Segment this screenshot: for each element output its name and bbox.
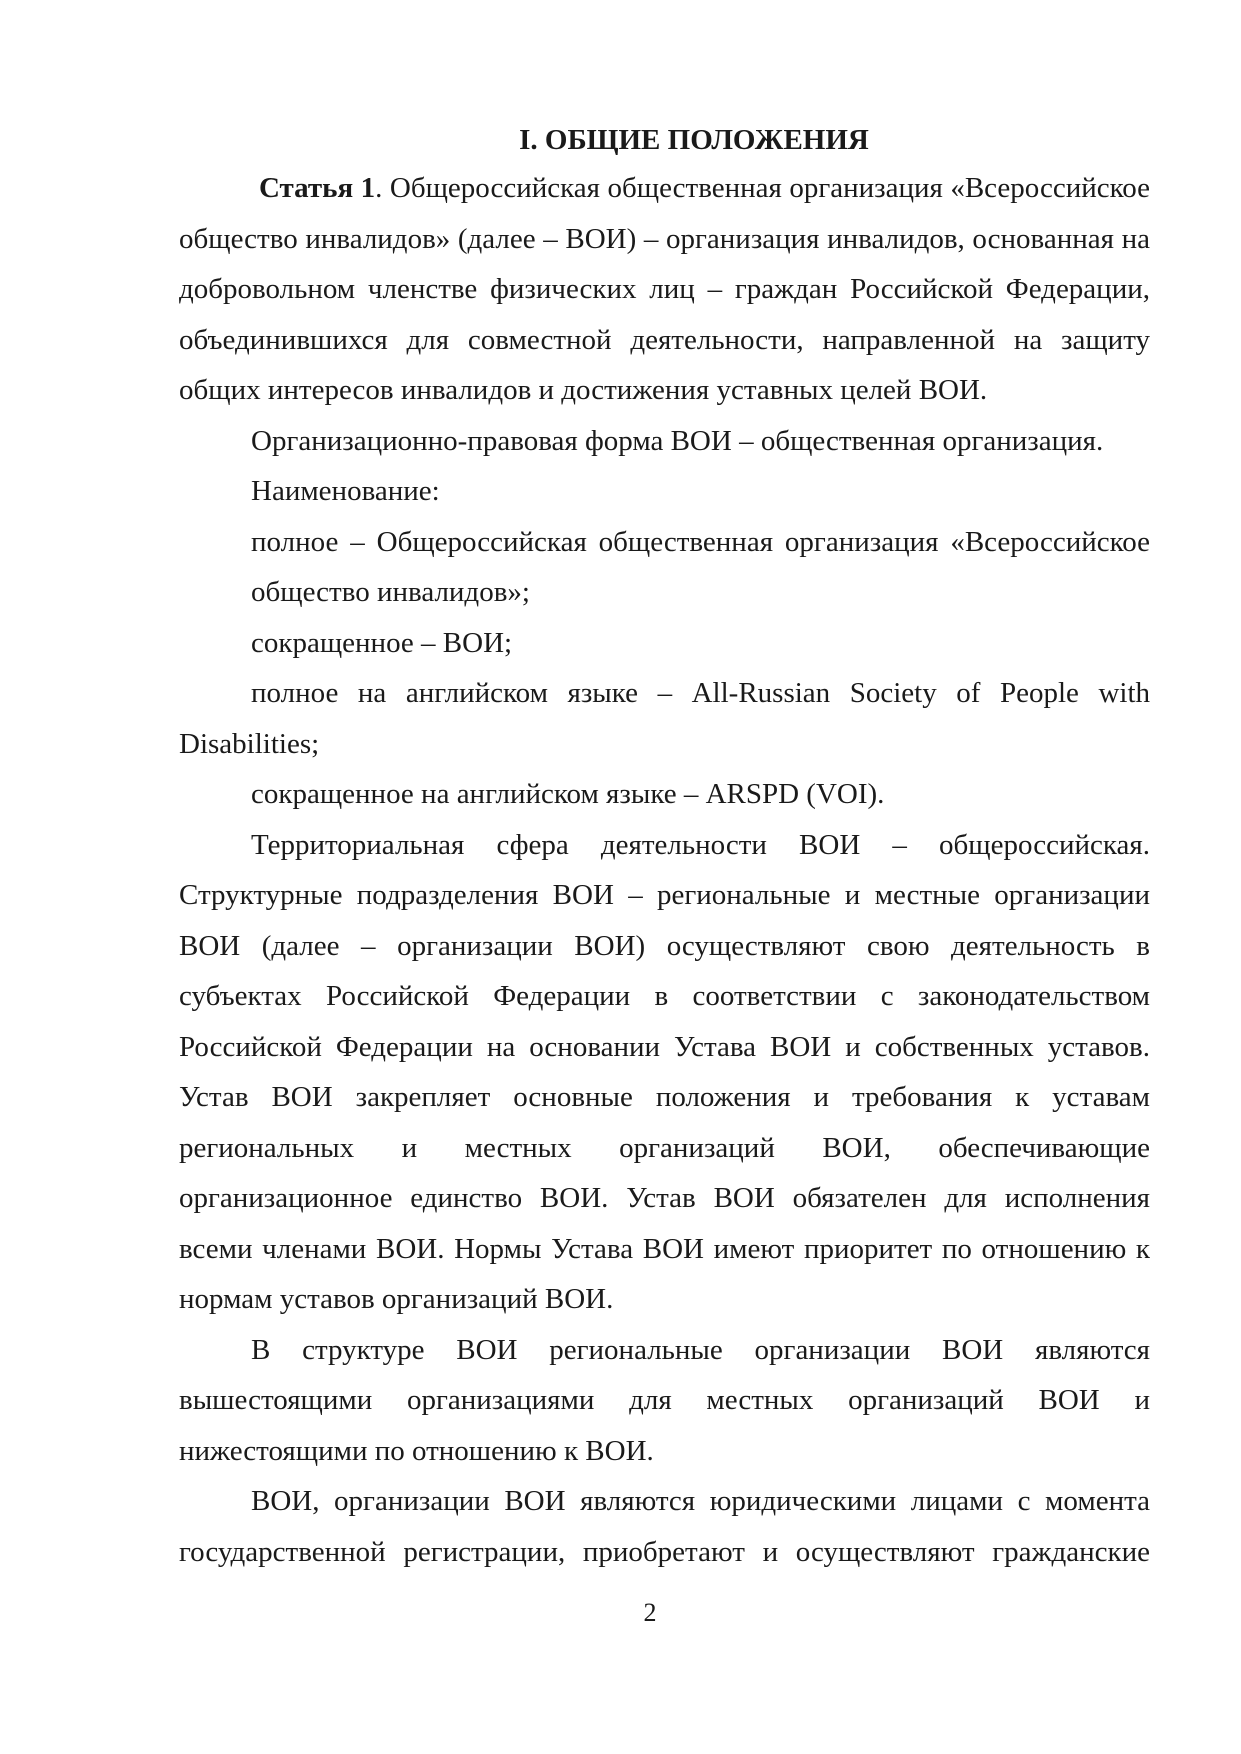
structure-paragraph: В структуре ВОИ региональные организации ВОИ являются вышестоящими организациями для местных организаций ВОИ и нижестоящими по отношению к ВОИ. [179, 1333, 1150, 1467]
naming-full-line-2: общество инвалидов»; [251, 576, 530, 608]
naming-english-short: сокращенное на английском языке – ARSPD (VOI). [251, 778, 885, 810]
naming-short: сокращенное – ВОИ; [251, 626, 513, 659]
article-1-text: . Общероссийская общественная организация «Всероссийское общество инвалидов» (далее – ВОИ) – организация инвалидов, основанная на добровольном членстве физических лиц – граждан Российской Федерации, объединившихся для совместной деятельности, направленной на защиту общих интересов инвалидов и достижения уставных целей ВОИ. [179, 172, 1150, 406]
article-1-label: Статья 1 [259, 172, 376, 204]
section-title: I. ОБЩИЕ ПОЛОЖЕНИЯ [519, 124, 869, 156]
legal-entities-paragraph: ВОИ, организации ВОИ являются юридическими лицами с момента государственной регистрации, приобретают и осуществляют гражданские [179, 1485, 1150, 1568]
naming-heading: Наименование: [251, 475, 440, 507]
naming-full-line-1: полное – Общероссийская общественная организация «Всероссийское [251, 525, 1150, 558]
naming-english-full-line-1: полное на английском языке – All-Russian Society of People with [251, 677, 1150, 709]
territorial-paragraph: Территориальная сфера деятельности ВОИ – общероссийская. Структурные подразделения ВОИ – региональные и местные организации ВОИ (далее – организации ВОИ) осуществляют свою деятельность в субъектах Российской Федерации в соответствии с законодательством Российской Федерации на основании Устава ВОИ и собственных уставов. Устав ВОИ закрепляет основные положения и требования к уставам региональных и местных организаций ВОИ, обеспечивающие организационное единство ВОИ. Устав ВОИ обязателен для исполнения всеми членами ВОИ. Нормы Устава ВОИ имеют приоритет по отношению к нормам уставов организаций ВОИ. [179, 828, 1150, 1315]
legal-form-paragraph: Организационно-правовая форма ВОИ – общественная организация. [251, 424, 1104, 457]
article-1-paragraph [179, 163, 1150, 416]
page-number: 2 [643, 1598, 657, 1627]
naming-english-full-line-2: Disabilities; [179, 727, 320, 760]
document-body [179, 118, 1150, 1577]
